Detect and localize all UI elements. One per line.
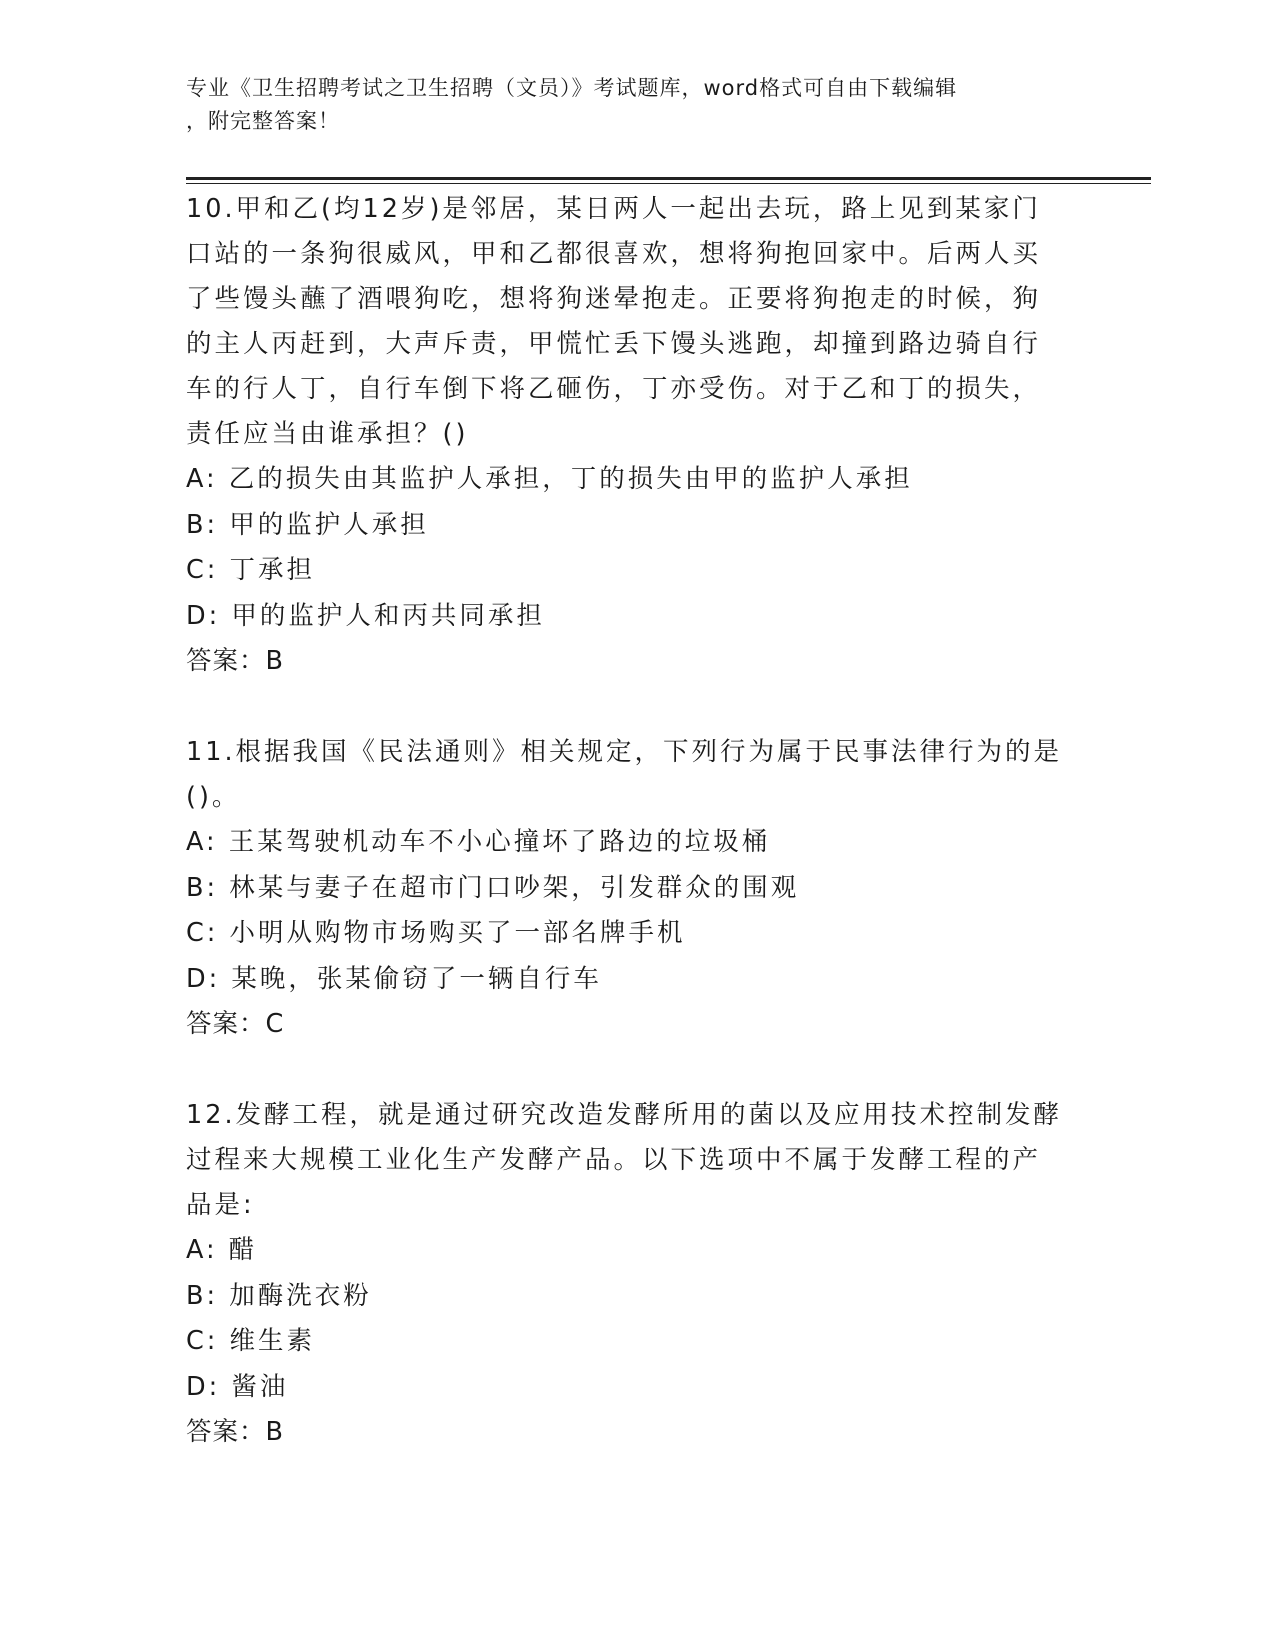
question-stem-line: 11.根据我国《民法通则》相关规定，下列行为属于民事法律行为的是: [186, 736, 1063, 767]
option-b: B: 甲的监护人承担: [186, 509, 429, 540]
answer-line: 答案：C: [186, 1009, 285, 1040]
option-c: C: 小明从购物市场购买了一部名牌手机: [186, 918, 686, 949]
option-a: A: 王某驾驶机动车不小心撞坏了路边的垃圾桶: [186, 826, 771, 857]
question-stem-line: 12.发酵工程，就是通过研究改造发酵所用的菌以及应用技术控制发酵: [186, 1099, 1063, 1130]
question-stem-line: 口站的一条狗很威风，甲和乙都很喜欢，想将狗抱回家中。后两人买: [186, 239, 1042, 269]
header-divider-thin: [186, 183, 1151, 184]
option-b: B: 加酶洗衣粉: [186, 1280, 372, 1311]
question-spacer: [186, 685, 1086, 730]
question-stem-line: 了些馒头蘸了酒喂狗吃，想将狗迷晕抱走。正要将狗抱走的时候，狗: [186, 284, 1042, 314]
question-stem-line: 品是:: [186, 1189, 255, 1220]
question-stem-line: 的主人丙赶到，大声斥责，甲慌忙丢下馒头逃跑，却撞到路边骑自行: [186, 329, 1042, 359]
question-stem-line: 责任应当由谁承担？(): [186, 419, 469, 449]
option-d: D: 某晚，张某偷窃了一辆自行车: [186, 963, 602, 994]
header-divider-thick: [186, 177, 1151, 180]
option-d: D: 甲的监护人和丙共同承担: [186, 600, 545, 631]
option-a: A: 醋: [186, 1234, 258, 1265]
option-b: B: 林某与妻子在超市门口吵架，引发群众的围观: [186, 872, 800, 903]
question-12: [186, 1093, 1086, 1456]
header-line: ，附完整答案！: [186, 109, 340, 133]
answer-line: 答案：B: [186, 646, 284, 677]
answer-line: 答案：B: [186, 1417, 284, 1448]
question-stem-line: 过程来大规模工业化生产发酵产品。以下选项中不属于发酵工程的产: [186, 1144, 1042, 1175]
document-header: [186, 72, 1066, 138]
question-11: [186, 730, 1086, 1048]
question-stem-line: ()。: [186, 781, 241, 812]
option-c: C: 丁承担: [186, 555, 316, 586]
option-d: D: 酱油: [186, 1371, 289, 1402]
question-stem-line: 车的行人丁，自行车倒下将乙砸伤，丁亦受伤。对于乙和丁的损失，: [186, 374, 1042, 404]
question-10: [186, 187, 1086, 685]
header-line: 专业《卫生招聘考试之卫生招聘（文员）》考试题库，word格式可自由下载编辑: [186, 76, 958, 100]
question-stem-line: 10.甲和乙(均12岁)是邻居，某日两人一起出去玩，路上见到某家门: [186, 194, 1041, 224]
option-c: C: 维生素: [186, 1326, 316, 1357]
question-list: [186, 187, 1086, 1456]
option-a: A: 乙的损失由其监护人承担，丁的损失由甲的监护人承担: [186, 464, 913, 494]
question-spacer: [186, 1048, 1086, 1093]
